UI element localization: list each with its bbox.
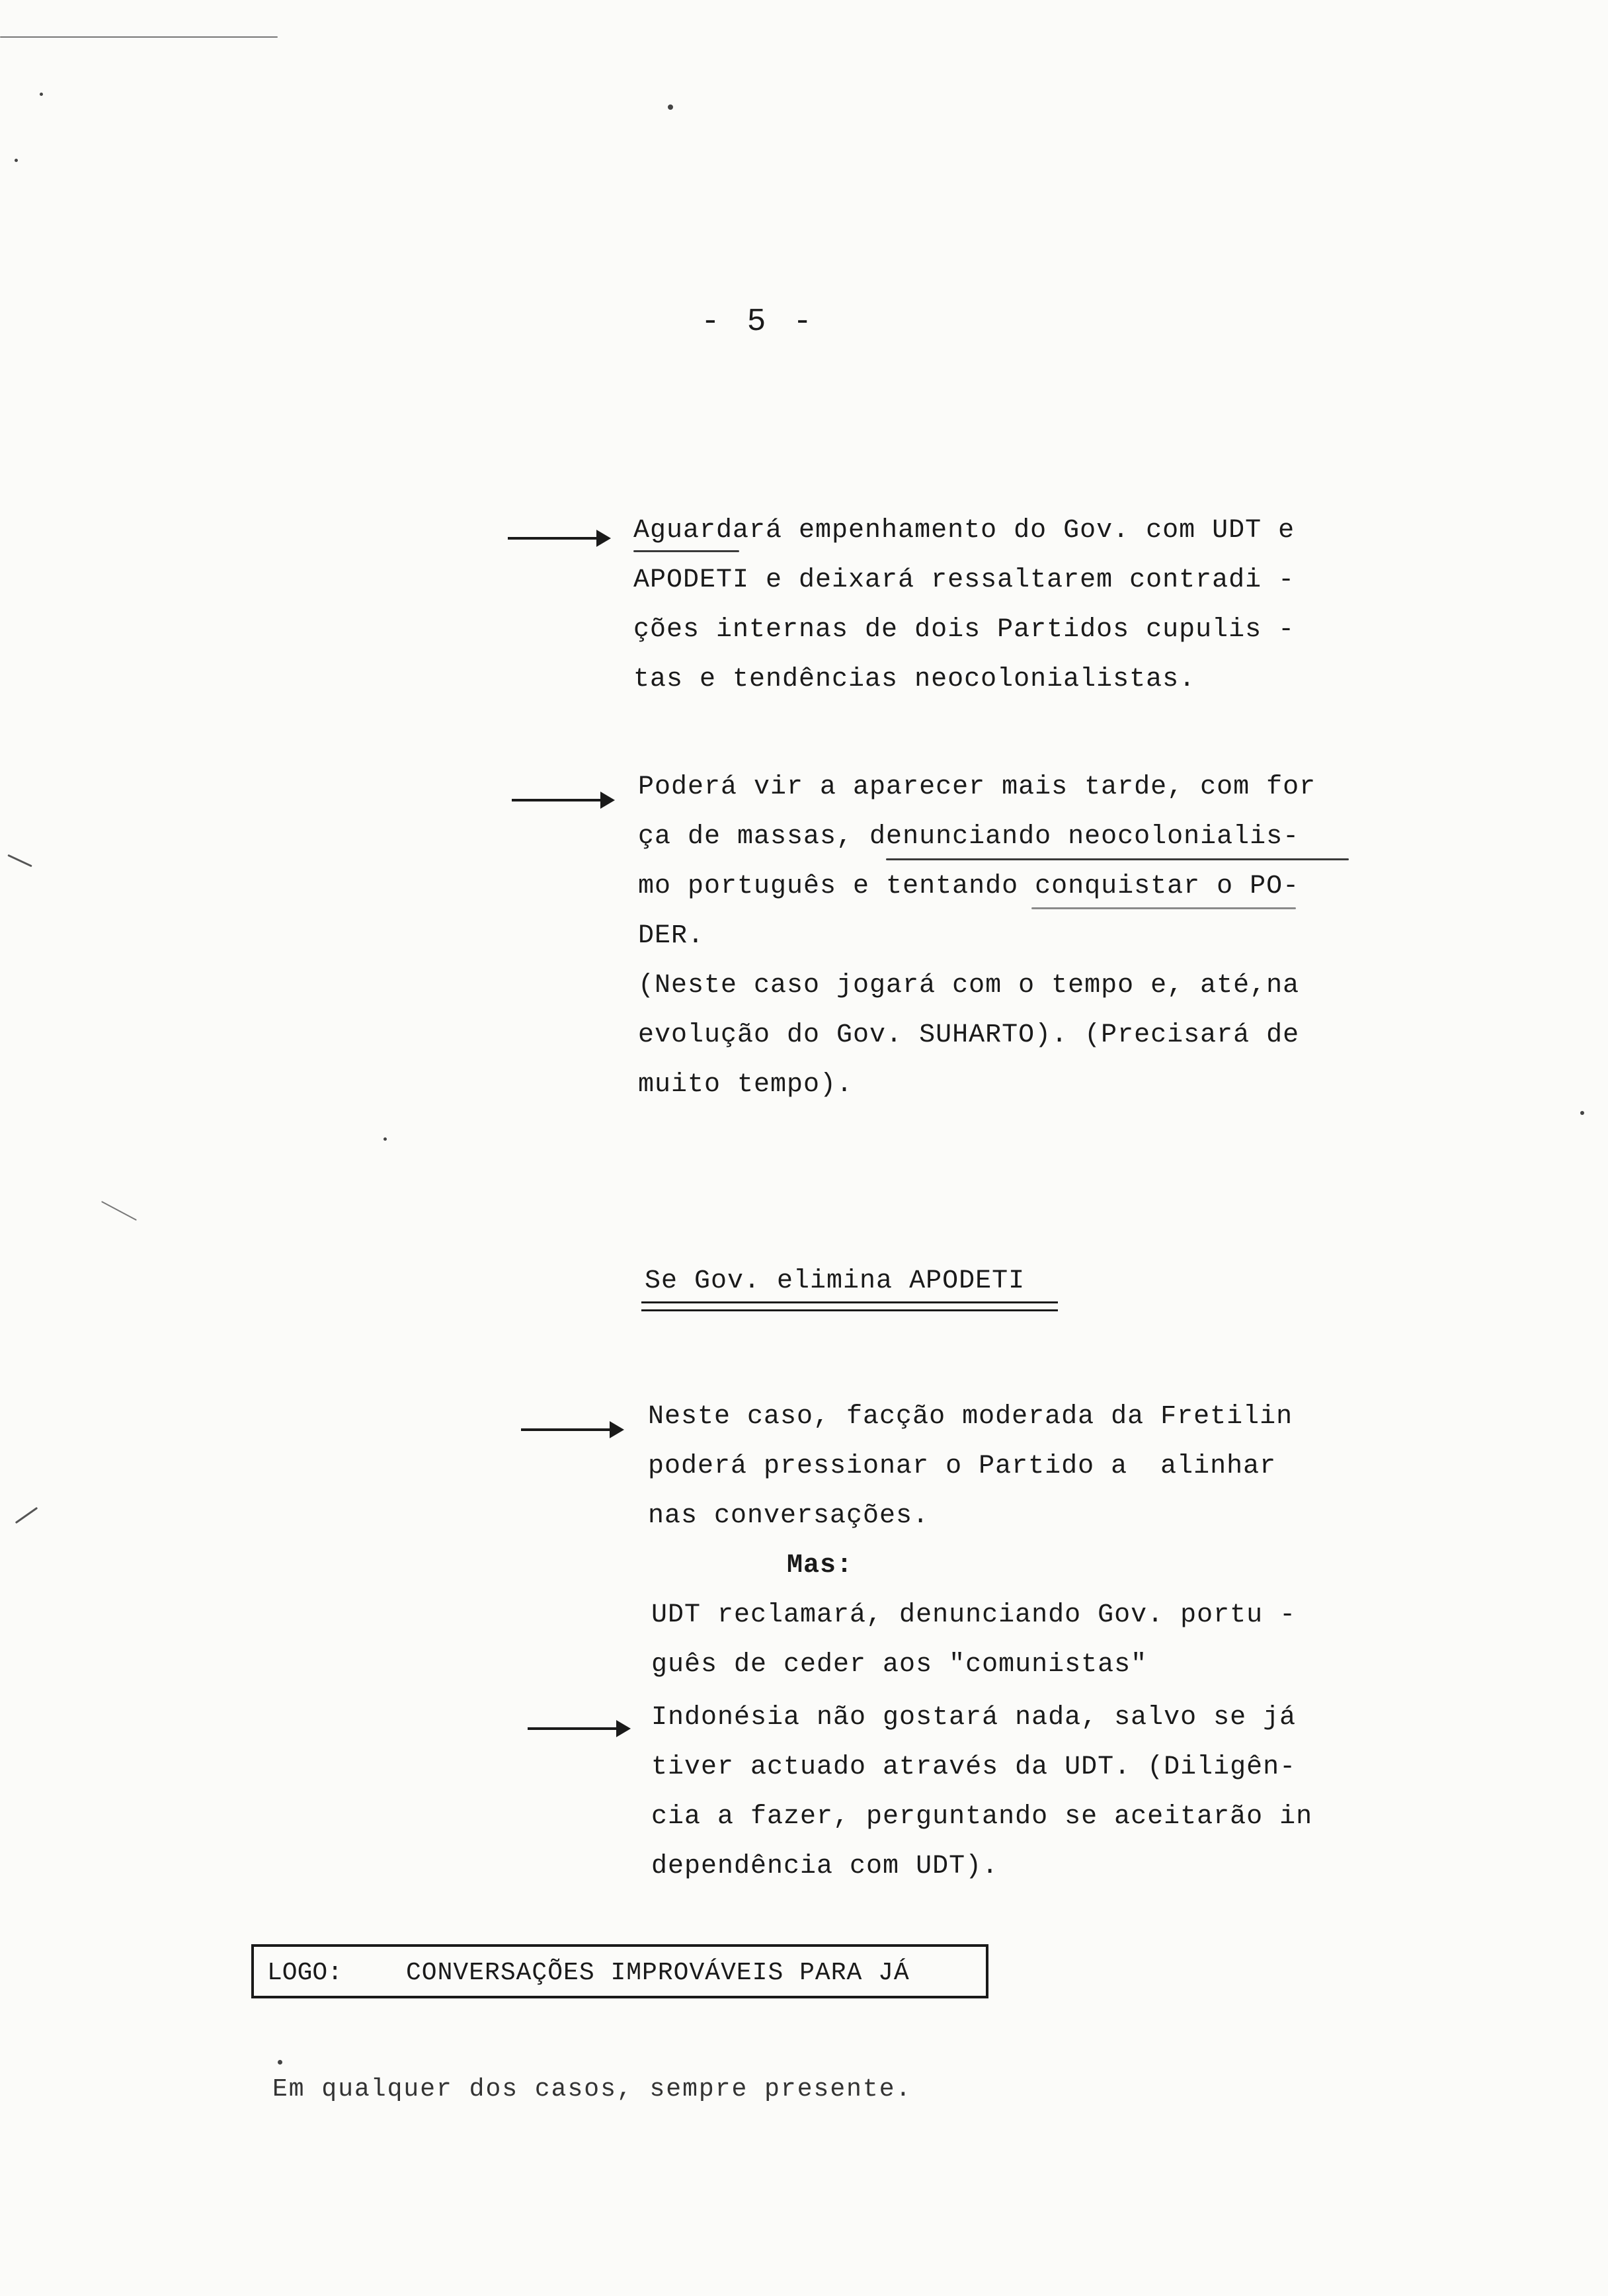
- handwritten-underline: [1031, 907, 1296, 909]
- section-heading: Se Gov. elimina APODETI: [645, 1266, 1025, 1296]
- scan-edge-mark: [15, 1507, 38, 1524]
- arrow-marker-4: [528, 1727, 627, 1730]
- text-line: Aguardará empenhamento do Gov. com UDT e: [633, 516, 1295, 546]
- text-line: poderá pressionar o Partido a alinhar: [648, 1452, 1277, 1481]
- text-line: tas e tendências neocolonialistas.: [633, 665, 1196, 694]
- scan-speck: [15, 159, 18, 162]
- closing-line: Em qualquer dos casos, sempre presente.: [272, 2075, 912, 2104]
- scan-speck: [668, 104, 673, 110]
- text-line: Indonésia não gostará nada, salvo se já: [651, 1703, 1297, 1733]
- text-line: mo português e tentando conquistar o PO-: [638, 872, 1300, 901]
- heading-underline-top: [641, 1301, 1058, 1303]
- handwritten-underline: [886, 858, 1349, 860]
- conclusion-text: CONVERSAÇÕES IMPROVÁVEIS PARA JÁ: [406, 1959, 910, 1987]
- heading-underline-bottom: [641, 1309, 1058, 1311]
- text-line: tiver actuado através da UDT. (Diligên-: [651, 1752, 1297, 1782]
- arrow-marker-1: [508, 537, 607, 540]
- text-line: DER.: [638, 921, 705, 951]
- conclusion-label: LOGO:: [267, 1959, 343, 1987]
- page-number: - 5 -: [701, 304, 817, 340]
- conclusion-box: [251, 1944, 988, 1998]
- text-line: UDT reclamará, denunciando Gov. portu -: [651, 1600, 1297, 1630]
- handwritten-underline: [633, 550, 739, 552]
- mas-label: Mas:: [787, 1551, 854, 1580]
- scan-speck: [383, 1137, 387, 1141]
- text-line: cia a fazer, perguntando se aceitarão in: [651, 1802, 1313, 1832]
- text-line: ça de massas, denunciando neocolonialis-: [638, 822, 1300, 852]
- scan-speck: [40, 93, 43, 96]
- text-line: ções internas de dois Partidos cupulis -: [633, 615, 1295, 645]
- text-line: APODETI e deixará ressaltarem contradi -: [633, 565, 1295, 595]
- text-line: dependência com UDT).: [651, 1852, 999, 1881]
- scan-edge-mark: [101, 1201, 137, 1221]
- arrow-marker-3: [521, 1428, 620, 1431]
- text-line: evolução do Gov. SUHARTO). (Precisará de: [638, 1020, 1300, 1050]
- scan-speck: [278, 2060, 282, 2065]
- text-line: (Neste caso jogará com o tempo e, até,na: [638, 971, 1300, 1001]
- scan-speck: [1580, 1111, 1584, 1115]
- text-line: nas conversações.: [648, 1501, 930, 1531]
- text-line: Neste caso, facção moderada da Fretilin: [648, 1402, 1293, 1432]
- scan-edge-mark: [7, 854, 32, 868]
- text-line: guês de ceder aos "comunistas": [651, 1650, 1148, 1680]
- text-line: muito tempo).: [638, 1070, 854, 1100]
- arrow-marker-2: [512, 799, 611, 801]
- scan-edge-mark: [0, 36, 278, 38]
- text-line: Poderá vir a aparecer mais tarde, com for: [638, 772, 1316, 802]
